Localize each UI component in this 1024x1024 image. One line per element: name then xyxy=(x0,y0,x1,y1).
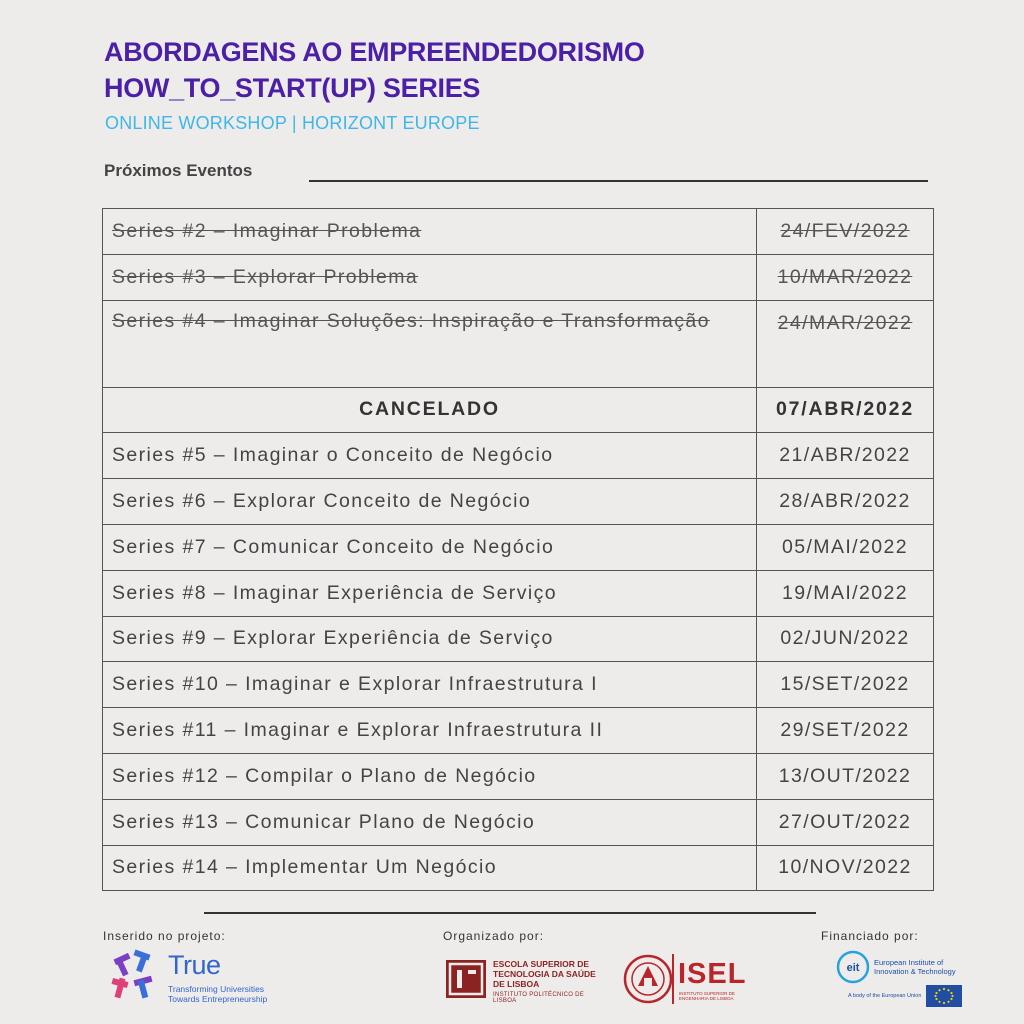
event-row xyxy=(103,616,934,662)
event-date: 19/MAI/2022 xyxy=(757,570,934,616)
event-name: Series #13 – Comunicar Plano de Negócio xyxy=(103,799,757,845)
isel-logo xyxy=(622,950,747,1008)
event-row xyxy=(103,254,934,300)
isel-logo-word: ISEL xyxy=(678,958,747,990)
event-row xyxy=(103,433,934,479)
event-name: Series #12 – Compilar o Plano de Negócio xyxy=(103,753,757,799)
credit-funded-label: Financiado por: xyxy=(821,929,919,943)
eu-flag-icon xyxy=(926,985,962,1007)
estesl-glyph-icon xyxy=(446,960,486,998)
section-divider xyxy=(309,180,928,182)
event-date: 24/MAR/2022 xyxy=(757,300,934,387)
true-logo-word: True xyxy=(168,950,221,980)
event-date: 05/MAI/2022 xyxy=(757,524,934,570)
eit-mark-icon xyxy=(836,950,872,984)
eit-logo xyxy=(834,950,966,1010)
event-row xyxy=(103,708,934,754)
events-table xyxy=(102,208,934,891)
event-name: Series #14 – Implementar Um Negócio xyxy=(103,845,757,891)
event-date: 28/ABR/2022 xyxy=(757,479,934,525)
event-date: 10/MAR/2022 xyxy=(757,254,934,300)
isel-divider xyxy=(672,954,674,1004)
event-row xyxy=(103,209,934,255)
eit-logo-text xyxy=(874,958,956,976)
true-logo-mark-icon xyxy=(108,948,164,1004)
credit-organized-label: Organizado por: xyxy=(443,929,545,943)
event-row xyxy=(103,300,934,387)
event-name: Series #2 – Imaginar Problema xyxy=(103,209,757,255)
event-name: Series #5 – Imaginar o Conceito de Negócio xyxy=(103,433,757,479)
estesl-line-1: ESCOLA SUPERIOR DE xyxy=(493,959,590,969)
event-date: 07/ABR/2022 xyxy=(757,387,934,433)
event-name: Series #11 – Imaginar e Explorar Infraestrutura II xyxy=(103,708,757,754)
event-date: 10/NOV/2022 xyxy=(757,845,934,891)
estesl-logo xyxy=(446,956,606,1002)
estesl-line-3: DE LISBOA xyxy=(493,979,540,989)
event-name: Series #8 – Imaginar Experiência de Serviço xyxy=(103,570,757,616)
estesl-mark-icon xyxy=(446,960,486,998)
event-date: 24/FEV/2022 xyxy=(757,209,934,255)
eit-line-1: European Institute of xyxy=(874,958,944,967)
event-row xyxy=(103,479,934,525)
event-date: 27/OUT/2022 xyxy=(757,799,934,845)
event-row xyxy=(103,662,934,708)
event-row xyxy=(103,845,934,891)
event-date: 13/OUT/2022 xyxy=(757,753,934,799)
event-row xyxy=(103,799,934,845)
estesl-line-2: TECNOLOGIA DA SAÚDE xyxy=(493,969,596,979)
footer-divider xyxy=(204,912,816,914)
true-logo-tagline xyxy=(168,984,267,1004)
section-label: Próximos Eventos xyxy=(104,161,253,180)
events-table-body xyxy=(103,209,934,891)
eit-logo-body: A body of the European Union xyxy=(848,993,922,999)
event-name: Series #6 – Explorar Conceito de Negócio xyxy=(103,479,757,525)
estesl-logo-text xyxy=(493,959,596,989)
true-tagline-line-2: Towards Entrepreneurship xyxy=(168,994,268,1004)
event-date: 29/SET/2022 xyxy=(757,708,934,754)
event-date: 15/SET/2022 xyxy=(757,662,934,708)
title-line-1: ABORDAGENS AO EMPREENDEDORISMO xyxy=(104,37,645,67)
event-row xyxy=(103,524,934,570)
eit-mark-text: eit xyxy=(846,962,860,974)
event-row xyxy=(103,753,934,799)
event-name: Series #10 – Imaginar e Explorar Infraestrutura I xyxy=(103,662,757,708)
page-title xyxy=(104,34,645,106)
estesl-logo-sub: INSTITUTO POLITÉCNICO DE LISBOA xyxy=(493,992,585,1004)
page-subtitle: ONLINE WORKSHOP | HORIZONT EUROPE xyxy=(105,113,480,133)
eit-line-2: Innovation & Technology xyxy=(874,967,956,976)
true-tagline-line-1: Transforming Universities xyxy=(168,984,265,994)
event-name: Series #4 – Imaginar Soluções: Inspiração e Transformação xyxy=(103,300,757,387)
credit-inserted-label: Inserido no projeto: xyxy=(103,929,226,943)
event-date: 02/JUN/2022 xyxy=(757,616,934,662)
event-date: 21/ABR/2022 xyxy=(757,433,934,479)
title-line-2: HOW_TO_START(UP) SERIES xyxy=(104,73,481,103)
isel-seal-icon xyxy=(622,952,674,1006)
event-name: Series #3 – Explorar Problema xyxy=(103,254,757,300)
true-logo xyxy=(108,948,268,1012)
event-name: Series #9 – Explorar Experiência de Serviço xyxy=(103,616,757,662)
event-row xyxy=(103,387,934,433)
isel-logo-sub: INSTITUTO SUPERIOR DE ENGENHARIA DE LISBOA xyxy=(679,991,735,1001)
event-row xyxy=(103,570,934,616)
event-name: Series #7 – Comunicar Conceito de Negócio xyxy=(103,524,757,570)
event-name: CANCELADO xyxy=(103,387,757,433)
eu-stars-icon xyxy=(926,985,962,1007)
